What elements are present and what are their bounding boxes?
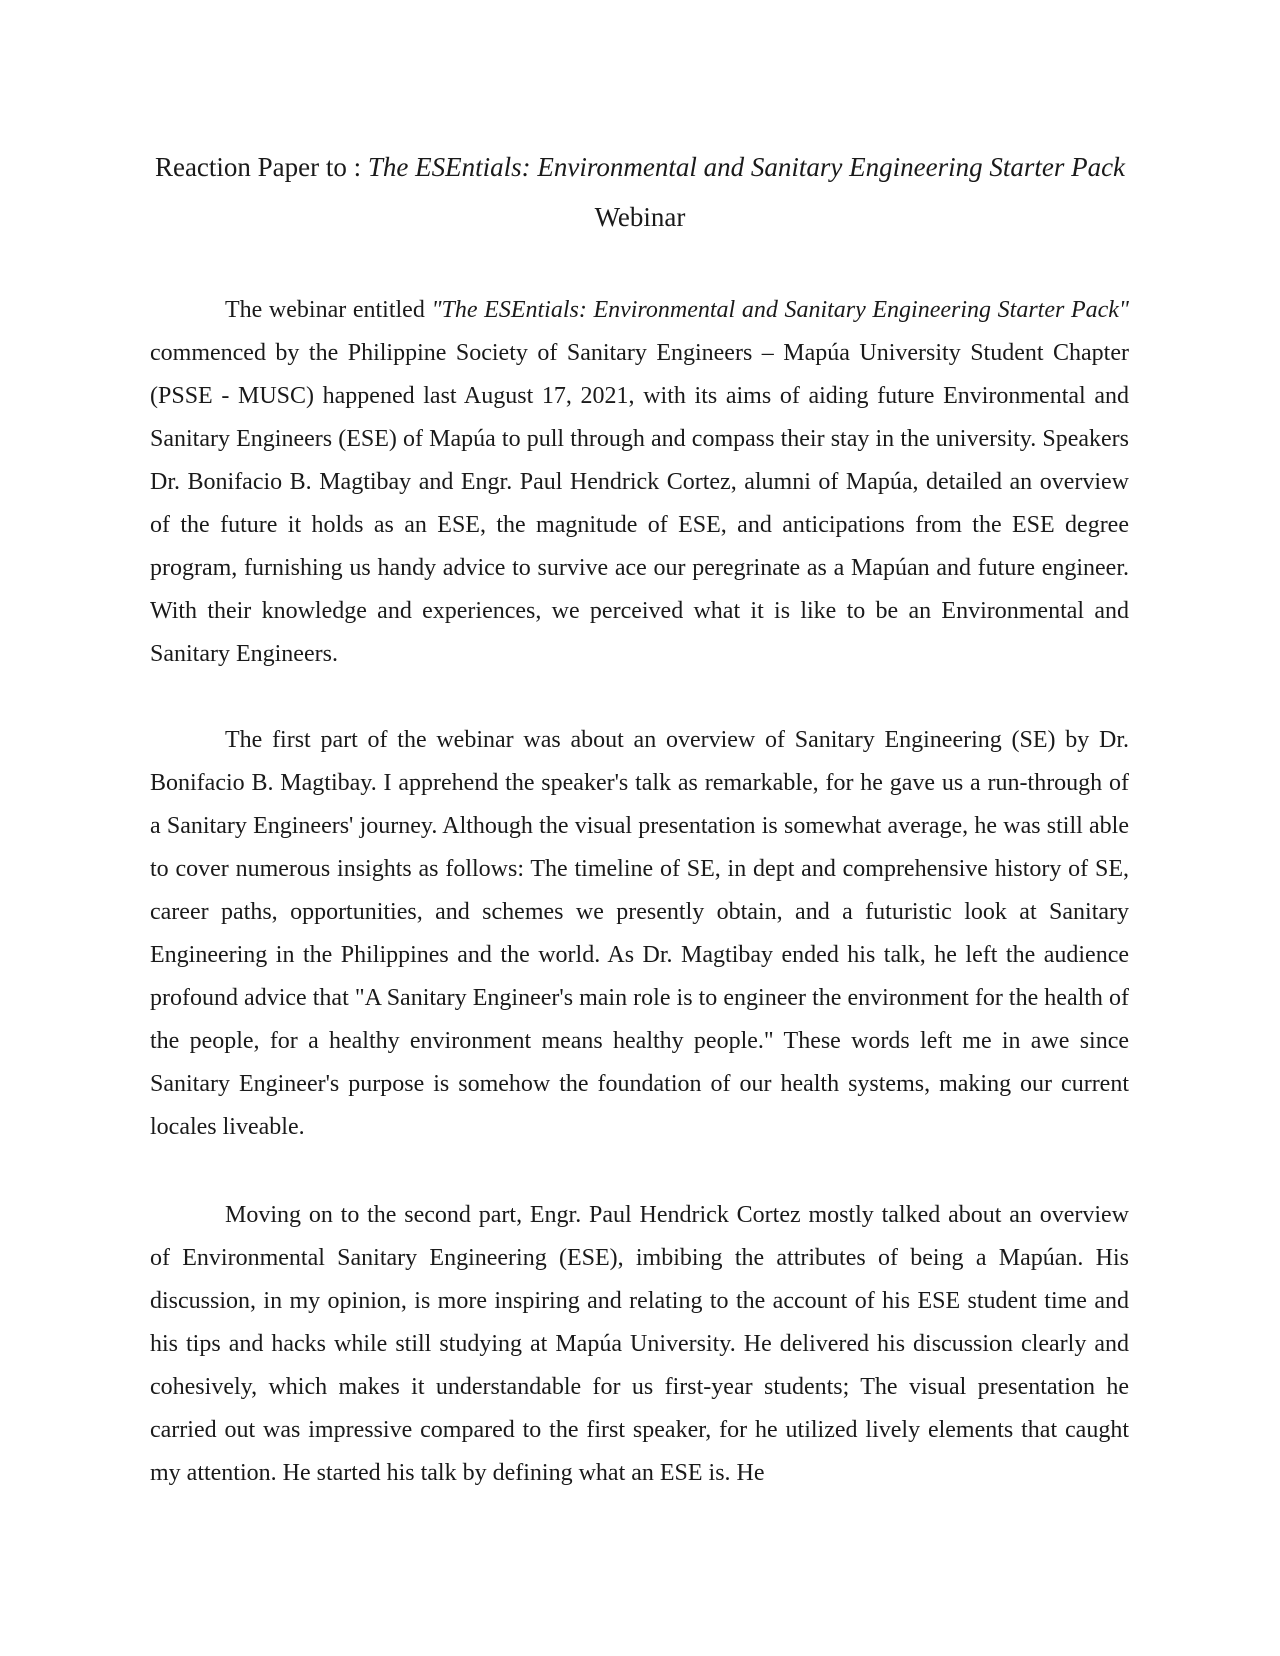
paragraph-intro [150,289,1129,676]
title-prefix: Reaction Paper to : [154,152,368,182]
paragraph-text: The first part of the webinar was about an overview of Sanitary Engineering (SE) by Dr. Bonifacio B. Magtibay. I apprehend the speaker's talk as remarkable, for he gave us a run-through of a Sanitary Engineers' journey. Although the visual presentation is somewhat average, he was still able to cover numerous insights as follows: The timeline of SE, in dept and comprehensive history of SE, career paths, opportunities, and schemes we presently obtain, and a futuristic look at Sanitary Engineering in the Philippines and the world. As Dr. Magtibay ended his talk, he left the audience profound advice that "A Sanitary Engineer's main role is to engineer the environment for the health of the people, for a healthy environment means healthy people." These words left me in awe since Sanitary Engineer's purpose is somehow the foundation of our health systems, making our current locales liveable. [150,727,1129,1140]
title-webinar-name: The ESEntials: Environmental and Sanitary Engineering Starter Pack [367,152,1126,182]
page-title [150,142,1130,242]
title-suffix: Webinar [594,202,686,232]
paragraph-text: Moving on to the second part, Engr. Paul Hendrick Cortez mostly talked about an overview of Environmental Sanitary Engineering (ESE), imbibing the attributes of being a Mapúan. His discussion, in my opinion, is more inspiring and relating to the account of his ESE student time and his tips and hacks while still studying at Mapúa University. He delivered his discussion clearly and cohesively, which makes it understandable for us first-year students; The visual presentation he carried out was impressive compared to the first speaker, for he utilized lively elements that caught my attention. He started his talk by defining what an ESE is. He [150,1202,1129,1486]
webinar-name-quote: "The ESEntials: Environmental and Sanitary Engineering Starter Pack" [431,297,1129,323]
paragraph-lead: The webinar entitled [225,297,432,323]
paragraph-second-speaker [150,1194,1129,1495]
paragraph-first-speaker [150,719,1129,1149]
paragraph-text [150,289,1129,676]
paragraph-rest: commenced by the Philippine Society of Sanitary Engineers – Mapúa University Student Chapter (PSSE - MUSC) happened last August 17, 2021, with its aims of aiding future Environmental and Sanitary Engineers (ESE) of Mapúa to pull through and compass their stay in the university. Speakers Dr. Bonifacio B. Magtibay and Engr. Paul Hendrick Cortez, alumni of Mapúa, detailed an overview of the future it holds as an ESE, the magnitude of ESE, and anticipations from the ESE degree program, furnishing us handy advice to survive ace our peregrinate as a Mapúan and future engineer. With their knowledge and experiences, we perceived what it is like to be an Environmental and Sanitary Engineers. [150,340,1129,667]
